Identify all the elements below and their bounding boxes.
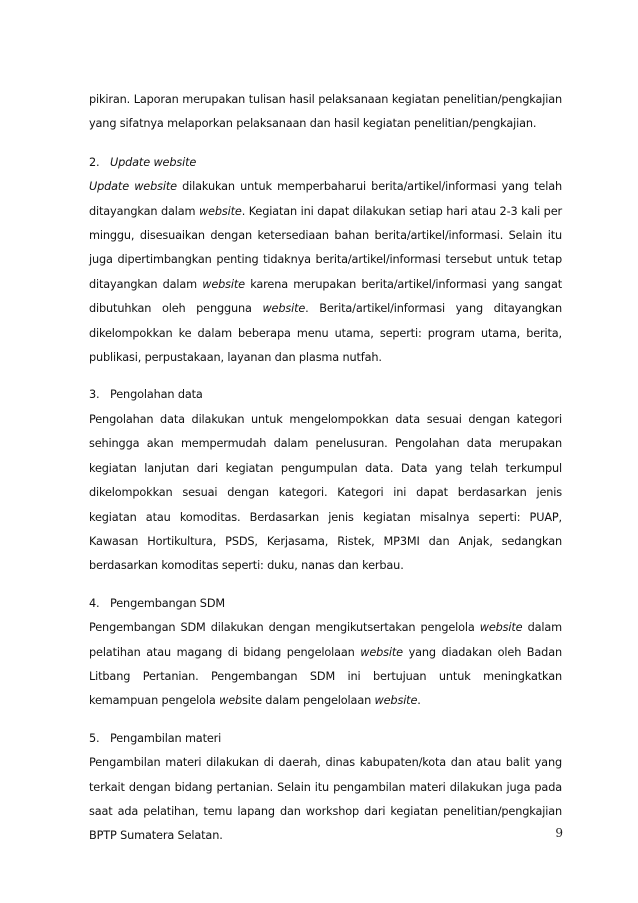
text-run: Pengembangan SDM dilakukan dengan mengikutsertakan pengelola: [89, 621, 480, 635]
section-number: 5.: [89, 731, 100, 745]
intro-paragraph: [89, 88, 562, 137]
page-number: 9: [555, 826, 563, 840]
section-heading: [89, 383, 562, 407]
text-run: pikiran. Laporan merupakan tulisan hasil pelaksanaan kegiatan penelitian/pengkajian yang sifatnya melaporkan pelaksanaan dan hasil kegiatan penelitian/pengkajian.: [89, 93, 562, 131]
text-run: Pengambilan materi dilakukan di daerah, dinas kabupaten/kota dan atau balit yang terkait dengan bidang pertanian. Selain itu pengambilan materi dilakukan juga pada saat ada pelatihan, temu lapang dan workshop dari kegiatan penelitian/pengkajian BPTP Sumatera Selatan.: [89, 756, 562, 843]
section-body: [89, 408, 562, 579]
text-run: . Kegiatan ini dapat dilakukan setiap hari atau 2-3 kali per minggu, disesuaikan dengan ketersediaan bahan berita/artikel/informasi. Selain itu juga dipertimbangkan penting tidaknya berita/artikel/informasi tersebut untuk tetap ditayangkan dalam: [89, 204, 562, 291]
italic-text: web: [219, 694, 243, 708]
document-page: [89, 88, 562, 862]
text-run: yang diadakan oleh Badan Litbang Pertanian. Pengembangan SDM ini bertujuan untuk meningkatkan kemampuan pengelola: [89, 645, 562, 708]
text-run: Pengambilan materi: [110, 731, 222, 745]
text-run: .: [417, 694, 421, 708]
text-run: site dalam pengelolaan: [242, 694, 375, 708]
section-body: [89, 175, 562, 370]
italic-text: website: [202, 277, 245, 291]
italic-text: website: [374, 694, 418, 708]
italic-text: website: [198, 204, 242, 218]
text-run: Pengolahan data dilakukan untuk mengelompokkan data sesuai dengan kategori sehingga akan mempermudah dalam penelusuran. Pengolahan data merupakan kegiatan lanjutan dari kegiatan pengumpulan data. Data yang telah terkumpul dikelompokkan sesuai dengan kategori. Kategori ini dapat berdasarkan jenis kegiatan atau komoditas. Berdasarkan jenis kegiatan misalnya seperti: PUAP, Kawasan Hortikultura, PSDS, Kerjasama, Ristek, MP3MI dan Anjak, sedangkan berdasarkan komoditas seperti: duku, nanas dan kerbau.: [89, 412, 562, 573]
text-run: dilakukan untuk memperbaharui berita/artikel/informasi yang telah ditayangkan dalam: [89, 180, 562, 218]
text-run: Pengolahan data: [110, 388, 203, 402]
section-heading: [89, 727, 562, 751]
section-title: [110, 597, 225, 610]
section-body: [89, 616, 562, 714]
italic-text: website: [262, 302, 306, 316]
section-pengembangan-sdm: [89, 592, 562, 714]
section-title: [110, 732, 221, 745]
section-pengolahan-data: [89, 383, 562, 578]
section-number: 3.: [89, 388, 100, 402]
text-run: . Berita/artikel/informasi yang ditayangkan dikelompokkan ke dalam beberapa menu utama, seperti: program utama, berita, publikasi, perpustakaan, layanan dan plasma nutfah.: [89, 302, 562, 365]
section-heading: [89, 151, 562, 175]
section-number: 2.: [89, 155, 100, 169]
italic-text: Update website: [110, 155, 197, 169]
italic-text: website: [479, 621, 523, 635]
text-run: dalam pelatihan atau magang di bidang pengelolaan: [89, 621, 562, 659]
text-run: Pengembangan SDM: [110, 596, 225, 610]
section-heading: [89, 592, 562, 616]
italic-text: Update website: [89, 180, 177, 194]
section-pengambilan-materi: [89, 727, 562, 849]
section-title: [110, 388, 203, 401]
section-body: [89, 751, 562, 849]
text-run: karena merupakan berita/artikel/informasi yang sangat dibutuhkan oleh pengguna: [89, 277, 562, 316]
section-update-website: [89, 151, 562, 371]
section-number: 4.: [89, 596, 100, 610]
italic-text: website: [360, 645, 403, 659]
section-title: [110, 156, 196, 169]
